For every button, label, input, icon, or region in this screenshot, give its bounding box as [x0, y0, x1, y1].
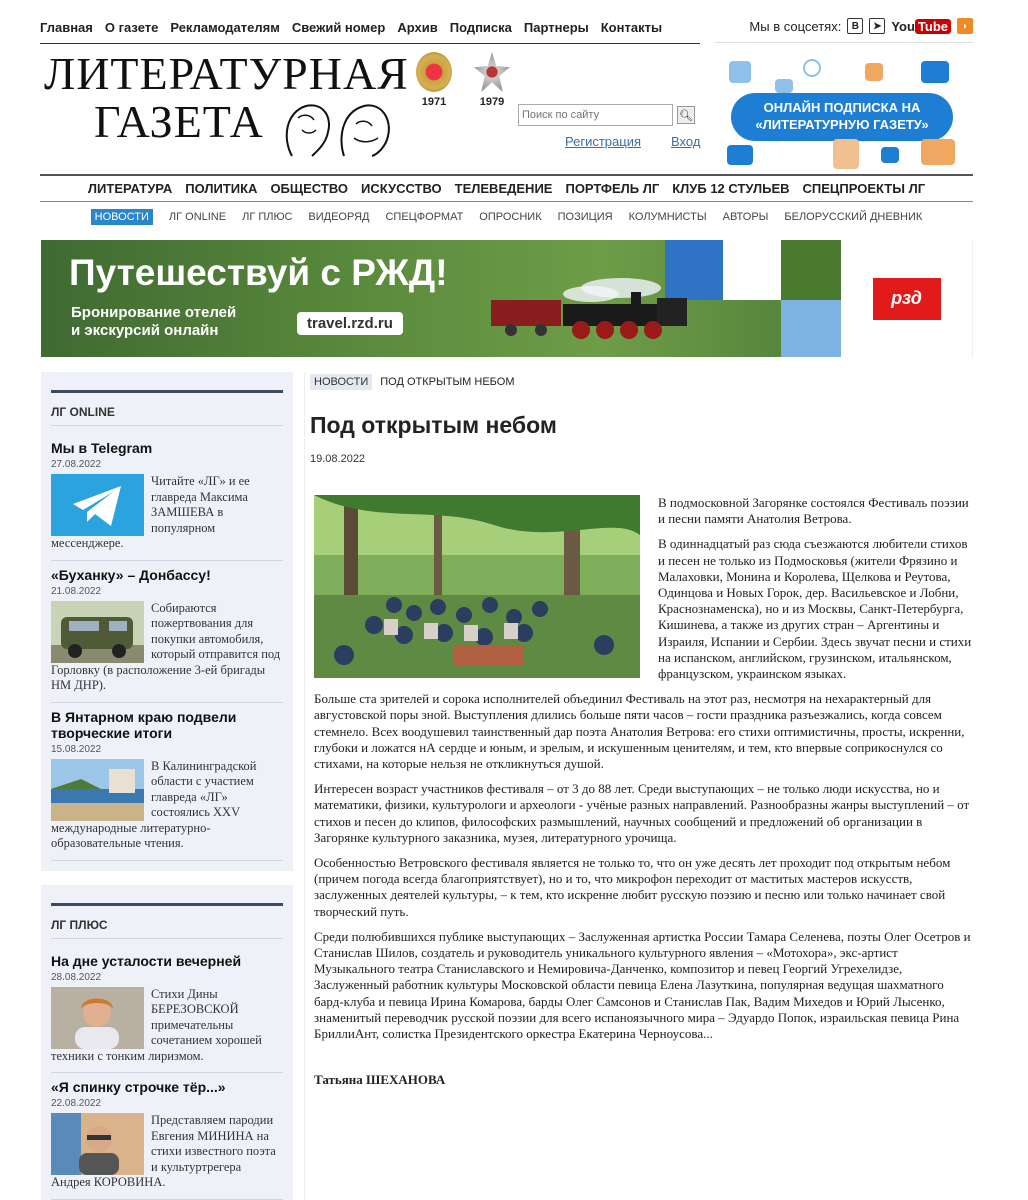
sidebar-item-title[interactable]: Мы в Telegram: [51, 440, 153, 456]
article-body: [310, 495, 973, 1089]
subnav-specformat[interactable]: СПЕЦФОРМАТ: [385, 211, 464, 223]
sidebar-item-title[interactable]: На дне усталости вечерней: [51, 952, 242, 969]
nav-advertisers[interactable]: Рекламодателям: [170, 20, 280, 35]
sidebar-item[interactable]: [51, 1073, 283, 1200]
seaside-thumbnail[interactable]: [51, 759, 144, 821]
search-input[interactable]: [518, 104, 673, 126]
medals: [416, 52, 510, 108]
rzd-logo: рзд: [873, 278, 941, 320]
nav-home[interactable]: Главная: [40, 20, 93, 35]
nav-partners[interactable]: Партнеры: [523, 20, 589, 35]
subnav-lg-plus[interactable]: ЛГ ПЛЮС: [242, 211, 293, 223]
steam-train-icon: [481, 274, 711, 344]
subnav-lg-online[interactable]: ЛГ ONLINE: [168, 211, 227, 223]
portrait-thumbnail[interactable]: [51, 987, 144, 1049]
search-icon: 🔍︎: [679, 109, 693, 122]
sidebar-box-lg-plus: [41, 885, 293, 1200]
subnav-news[interactable]: НОВОСТИ: [91, 209, 153, 225]
article-paragraph: Больше ста зрителей и сорока исполнителей объединил Фестиваль на этот раз, несмотря на нехарактерный для августовской поры зной. Выступления длились больше пяти часов – гости праздника разъезжались, когда совсем стемнело. Всех воодушевил таинственный дар поэта Анатолия Ветрова: его стихи оптимистичны, просты, искренни, глубоки и ложатся нА сердце и юным, и зрелым, и искушенным ценителям, и тем, кто впервые соприкоснулся со стихами, на которые нельзя не откликнуться душой.: [314, 691, 965, 772]
sidebar-item[interactable]: [51, 561, 283, 703]
sidebar: [41, 372, 293, 1200]
medal-year-1: 1971: [421, 96, 447, 108]
subscription-promo-banner[interactable]: [715, 42, 973, 172]
order-icon: [416, 52, 452, 92]
youtube-icon[interactable]: [891, 19, 951, 34]
subnav-belarus-diary[interactable]: БЕЛОРУССКИЙ ДНЕВНИК: [784, 211, 923, 223]
subnav-position[interactable]: ПОЗИЦИЯ: [557, 211, 613, 223]
sidebar-item-text: В Калининградской области с участием главреда «ЛГ» состоялись XXV международные литературно-образовательные чтения.: [51, 758, 257, 850]
article-paragraph: Интересен возраст участников фестиваля – от 3 до 88 лет. Среди выступающих – не только люди искусства, но и математики, физики, культурологи и археологи - учёные разных направлений. Разнообразны жанры выступлений – от стихов и песен до клипов, философских размышлений, научных сообщений и предложений об организации в Загорянке культурного заказника, музея, литературного урочища.: [314, 781, 970, 845]
main-nav: [40, 174, 973, 202]
medal-1971: [416, 52, 452, 108]
sidebar-box-lg-online: [41, 372, 293, 871]
sidebar-item[interactable]: [51, 703, 283, 861]
article-paragraph: В одиннадцатый раз сюда съезжаются любители стихов и песен не только из Подмосковья (жители Фрязино и Малаховки, Монина и Королева, Щелкова и Реутова, Одинцова и Новых Горок, дер. Васильевское и Лобни, Краснознаменска), но и из Москвы, Санкт-Петербурга, Кишинева, а также из других стран – Аргентины и Израиля, Испании и Сербии. Здесь звучат песни и стихи на испанском, английском, грузинском, итальянском, французском, украинском языках.: [658, 536, 972, 682]
nav-contacts[interactable]: Контакты: [600, 20, 663, 35]
nav-latest-issue[interactable]: Свежий номер: [291, 20, 386, 35]
nav-about[interactable]: О газете: [104, 20, 159, 35]
thumbs-up-icon: [729, 61, 751, 83]
sidebar-item-text: Собираются пожертвования для покупки автомобиля, который отправится под Горловку (в расположение 3-ей бригады НМ ДНР).: [51, 600, 281, 692]
nav-archive[interactable]: Архив: [397, 20, 438, 35]
mainnav-portfolio[interactable]: ПОРТФЕЛЬ ЛГ: [565, 181, 660, 196]
promo-line1: ОНЛАЙН ПОДПИСКА НА: [763, 100, 921, 115]
sidebar-item[interactable]: [51, 947, 283, 1074]
sidebar-item-date: 15.08.2022: [51, 743, 102, 755]
sidebar-box-title[interactable]: ЛГ ПЛЮС: [51, 903, 283, 939]
medal-1979: [474, 52, 510, 108]
subnav-columnists[interactable]: КОЛУМНИСТЫ: [628, 211, 707, 223]
ad-sub-line2: и экскурсий онлайн: [71, 322, 219, 339]
rss-icon[interactable]: ◗: [957, 18, 973, 34]
article-paragraph: В подмосковной Загорянке состоялся Фестиваль поэзии и песни памяти Анатолия Ветрова.: [658, 495, 969, 527]
ad-subtext: [71, 304, 236, 340]
sidebar-item-text: Стихи Дины БЕРЕЗОВСКОЙ примечательны сочетанием хорошей техники с тонким лиризмом.: [51, 986, 262, 1063]
vk-icon[interactable]: В: [847, 18, 863, 34]
site-logo[interactable]: [44, 48, 409, 160]
social-label: Мы в соцсетях:: [749, 18, 842, 34]
sidebar-item-text: Представляем пародии Евгения МИНИНА на стихи известного поэта и культуртрегера Андрея КОРОВИНА.: [51, 1113, 276, 1189]
breadcrumb-news[interactable]: НОВОСТИ: [310, 374, 372, 390]
mainnav-literature[interactable]: ЛИТЕРАТУРА: [87, 181, 173, 196]
mainnav-politics[interactable]: ПОЛИТИКА: [185, 181, 258, 196]
ad-square-white: [723, 240, 781, 300]
mainnav-tv[interactable]: ТЕЛЕВЕДЕНИЕ: [454, 181, 553, 196]
rzd-ad-banner[interactable]: [41, 240, 841, 357]
festival-photo[interactable]: [314, 495, 640, 678]
sidebar-item-title[interactable]: В Янтарном краю подвели творческие итоги: [51, 708, 237, 741]
ad-url[interactable]: travel.rzd.ru: [297, 312, 403, 335]
sub-nav: [40, 206, 973, 228]
youtube-text-b: Tube: [915, 19, 951, 34]
register-link[interactable]: Регистрация: [565, 134, 641, 149]
sidebar-item-date: 28.08.2022: [51, 971, 102, 983]
subnav-survey[interactable]: ОПРОСНИК: [479, 211, 542, 223]
hand-icon: [833, 139, 859, 169]
search-box: [518, 104, 695, 126]
medal-year-2: 1979: [479, 96, 505, 108]
sidebar-item-title[interactable]: «Буханку» – Донбассу!: [51, 566, 211, 583]
subnav-authors[interactable]: АВТОРЫ: [722, 211, 769, 223]
ad-square-green: [781, 240, 841, 300]
breadcrumb-current: ПОД ОТКРЫТЫМ НЕБОМ: [380, 376, 515, 388]
sidebar-item-date: 22.08.2022: [51, 1098, 102, 1109]
search-button[interactable]: [677, 106, 695, 124]
logo-line2: ГАЗЕТА: [94, 96, 264, 147]
sidebar-item-date: 27.08.2022: [51, 459, 102, 470]
mainnav-art[interactable]: ИСКУССТВО: [361, 181, 442, 196]
telegram-thumbnail[interactable]: [51, 474, 144, 536]
sidebar-box-title[interactable]: ЛГ ONLINE: [51, 390, 283, 426]
breadcrumb: [310, 374, 973, 390]
promo-pill: [731, 93, 953, 141]
login-link[interactable]: Вход: [671, 134, 701, 149]
bell-icon: [865, 63, 883, 81]
sidebar-item[interactable]: [51, 434, 283, 561]
uaz-van-thumbnail[interactable]: [51, 601, 144, 663]
article-author: Татьяна ШЕХАНОВА: [314, 1072, 446, 1088]
logo-line1: ЛИТЕРАТУРНАЯ: [44, 48, 409, 99]
sidebar-item-date: 21.08.2022: [51, 585, 102, 597]
search-bubble-icon: [803, 59, 821, 77]
open-envelope-icon: [921, 139, 955, 165]
subnav-video[interactable]: ВИДЕОРЯД: [308, 211, 370, 223]
ad-square-lightblue: [781, 300, 841, 357]
portrait-thumbnail[interactable]: [51, 1113, 144, 1175]
rzd-logo-panel[interactable]: [841, 240, 973, 357]
telegram-icon[interactable]: ➤: [869, 18, 885, 34]
promo-line2: «ЛИТЕРАТУРНУЮ ГАЗЕТУ»: [755, 117, 929, 132]
article-paragraph: Среди полюбившихся публике выступающих – Заслуженная артистка России Тамара Селенева, поэты Олег Осетров и Станислав Шилов, создатель и руководитель уникального культурного явления – «Мотохора», экс-артист Музыкального театра Станиславского и Немировича-Данченко, композитор и певец Георгий Угрехелидзе, Заслуженный работник культуры Московской области певица Елена Лазуткина, популярная ведущая шахматного бард-клуба и певица Ирина Комарова, барды Олег Самсонов и Станислав Пак, Вадим Михедов и Юрий Лысенко, знаменитый переводчик русской поэзии для всего испаноязычного мира – Эдуардо Попок, израильская певица Рина БриллиАнт, солистка Президентского оркестра Екатерина Черноусова...: [314, 928, 971, 1042]
top-nav: [40, 20, 700, 44]
ad-sub-line1: Бронирование отелей: [71, 304, 237, 321]
auth-links: [565, 134, 700, 149]
mail-icon: [727, 145, 753, 165]
portraits-icon: [272, 98, 402, 158]
star-order-icon: [474, 52, 510, 92]
sidebar-item-text: Читайте «ЛГ» и ее главреда Максима ЗАМШЕВА в популярном мессенджере.: [51, 474, 250, 550]
envelope-icon: [921, 61, 949, 83]
social-links: [749, 18, 973, 34]
sidebar-item-title[interactable]: «Я спинку строчке тёр...»: [51, 1079, 226, 1095]
article-title: Под открытым небом: [310, 412, 557, 438]
article-date: 19.08.2022: [310, 453, 366, 465]
like-icon: [775, 79, 793, 93]
thumbs-icon: [881, 147, 899, 163]
nav-subscription[interactable]: Подписка: [449, 20, 512, 35]
article-paragraph: Особенностью Ветровского фестиваля является не только то, что он уже десять лет проходит под открытым небом (причем погода всегда благоприятствует), но и то, что микрофон переходит от маститых мастеров искусств, заслуженных деятелей культуры, – к тем, кто искренне любит русскую поэзию и песню или только начинает свой творческий путь.: [314, 855, 951, 919]
youtube-text-a: You: [891, 18, 915, 34]
article: [304, 372, 973, 1200]
mainnav-society[interactable]: ОБЩЕСТВО: [270, 181, 348, 196]
mainnav-club[interactable]: КЛУБ 12 СТУЛЬЕВ: [672, 181, 790, 196]
ad-headline: Путешествуй с РЖД!: [69, 252, 448, 293]
mainnav-special[interactable]: СПЕЦПРОЕКТЫ ЛГ: [802, 181, 926, 196]
